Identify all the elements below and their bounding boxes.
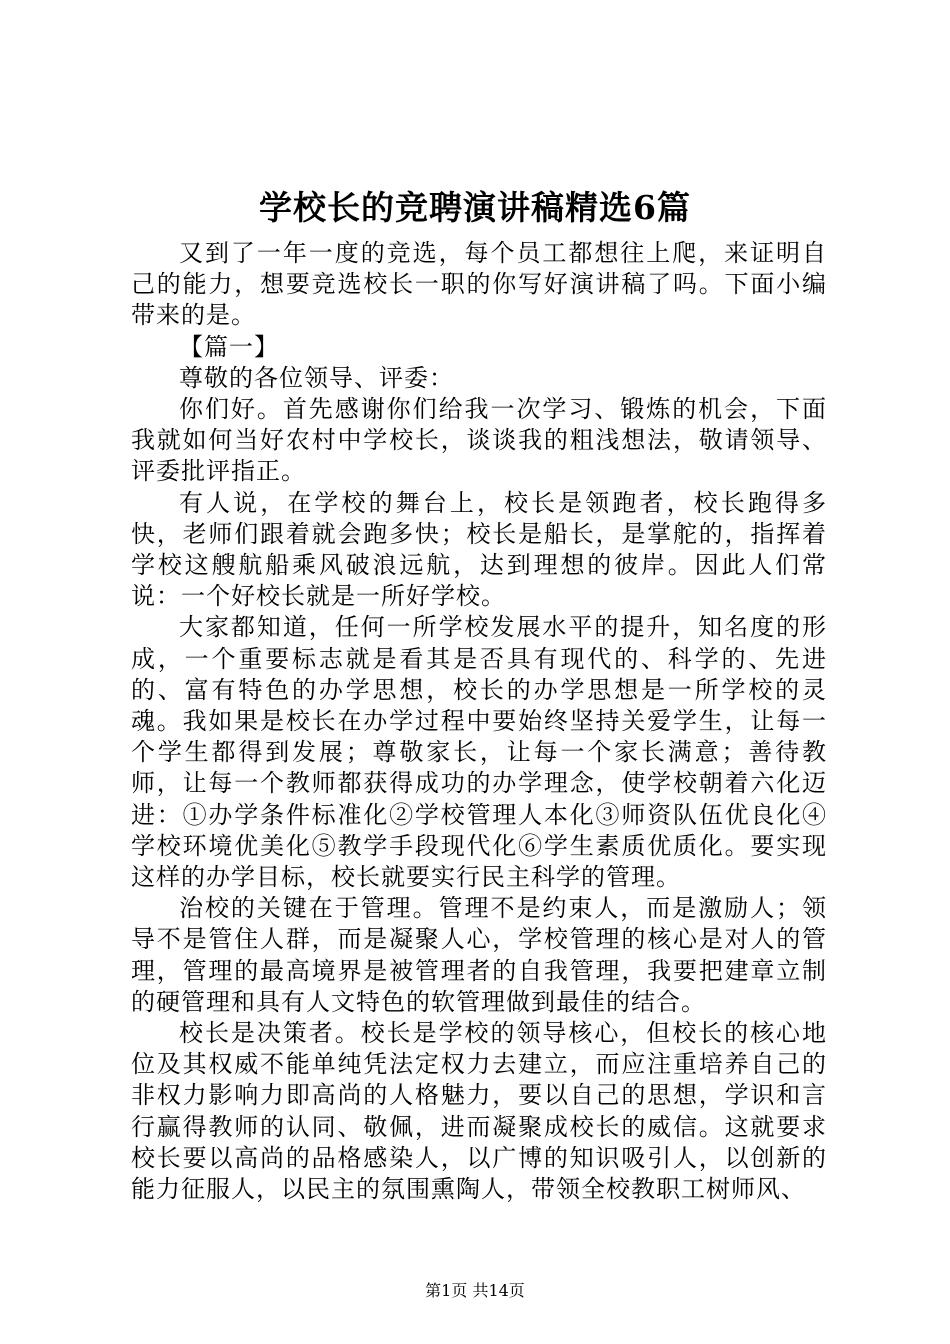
body-paragraph: 你们好。首先感谢你们给我一次学习、锻炼的机会，下面我就如何当好农村中学校长，谈谈我的粗浅想法，敬请领导、评委批评指正。 [131,395,827,486]
body-paragraph: 大家都知道，任何一所学校发展水平的提升，知名度的形成，一个重要标志就是看其是否具有现代的、科学的、先进的、富有特色的办学思想，校长的办学思想是一所学校的灵魂。我如果是校长在办学过程中要始终坚持关爱学生，让每一个学生都得到发展；尊敬家长，让每一个家长满意；善待教师，让每一个教师都获得成功的办学理念，使学校朝着六化迈进：①办学条件标准化②学校管理人本化③师资队伍优良化④学校环境优美化⑤教学手段现代化⑥学生素质优质化。要实现这样的办学目标，校长就要实行民主科学的管理。 [131,613,827,892]
intro-paragraph: 又到了一年一度的竞选，每个员工都想往上爬，来证明自己的能力，想要竞选校长一职的你写好演讲稿了吗。下面小编带来的是。 [131,239,827,330]
body-paragraph: 校长是决策者。校长是学校的领导核心，但校长的核心地位及其权威不能单纯凭法定权力去建立，而应注重培养自己的非权力影响力即高尚的人格魅力，要以自己的思想，学识和言行赢得教师的认同、敬佩，进而凝聚成校长的威信。这就要求校长要以高尚的品格感染人，以广博的知识吸引人，以创新的能力征服人，以民主的氛围熏陶人，带领全校教职工树师风、 [131,1019,827,1204]
page-footer: 第1页 共14页 [425,1281,525,1300]
document-title: 学校长的竞聘演讲稿精选6篇 [259,188,691,227]
section-heading: 【篇一】 [179,332,279,361]
body-paragraph: 有人说，在学校的舞台上，校长是领跑者，校长跑得多快，老师们跟着就会跑多快；校长是船长，是掌舵的，指挥着学校这艘航船乘风破浪远航，达到理想的彼岸。因此人们常说：一个好校长就是一所好学校。 [131,488,827,611]
salutation: 尊敬的各位领导、评委： [179,363,454,392]
document-body [131,238,827,1205]
body-paragraph: 治校的关键在于管理。管理不是约束人，而是激励人；领导不是管住人群，而是凝聚人心，学校管理的核心是对人的管理，管理的最高境界是被管理者的自我管理，我要把建章立制的硬管理和具有人文特色的软管理做到最佳的结合。 [131,894,827,1016]
